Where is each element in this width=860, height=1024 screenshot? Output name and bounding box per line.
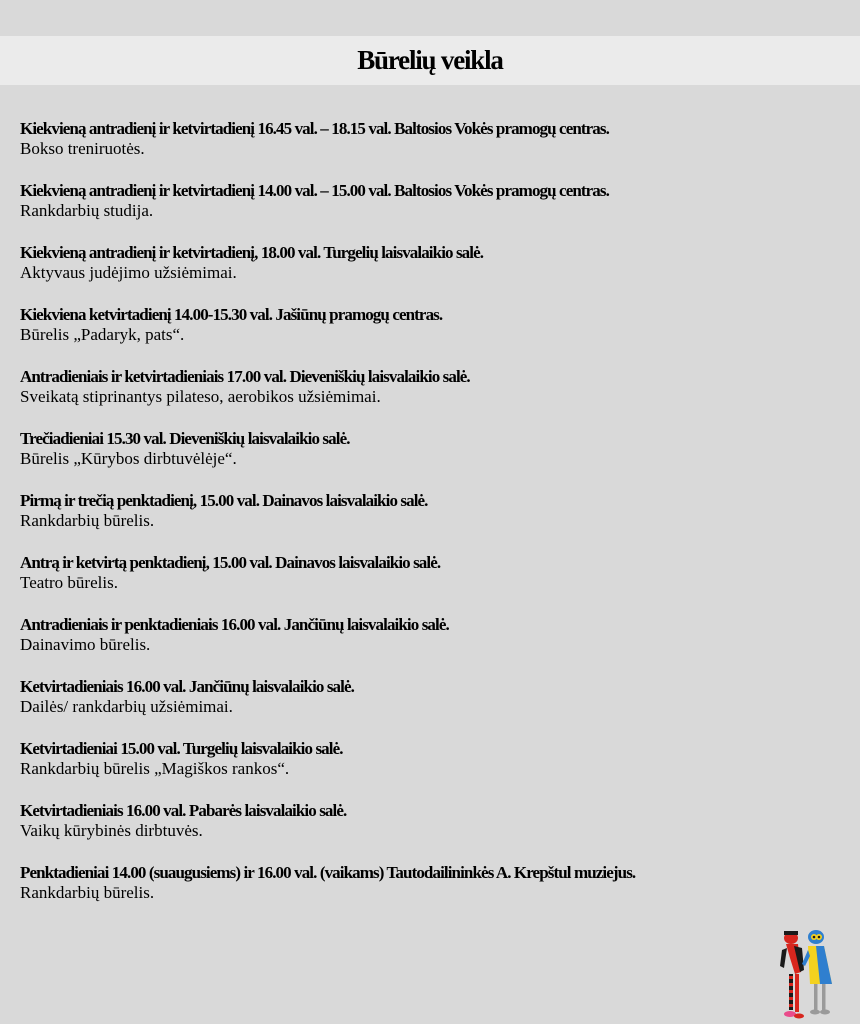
title-bar xyxy=(0,36,860,85)
activity-item xyxy=(20,367,850,429)
activity-schedule: Penktadieniai 14.00 (suaugusiems) ir 16.00 val. (vaikams) Tautodailininkės A. Krepštul muziejus. xyxy=(20,863,636,882)
activity-schedule: Antradieniais ir penktadieniais 16.00 val. Jančiūnų laisvalaikio salė. xyxy=(20,615,449,634)
activity-item xyxy=(20,429,850,491)
activity-item xyxy=(20,615,850,677)
activity-item xyxy=(20,863,850,925)
activity-schedule: Kiekviena ketvirtadienį 14.00-15.30 val. Jašiūnų pramogų centras. xyxy=(20,305,443,324)
activity-schedule: Kiekvieną antradienį ir ketvirtadienį 14.00 val. – 15.00 val. Baltosios Vokės pramogų centras. xyxy=(20,181,609,200)
activity-item xyxy=(20,801,850,863)
activity-schedule: Ketvirtadieniais 16.00 val. Pabarės laisvalaikio salė. xyxy=(20,801,347,820)
activity-item xyxy=(20,491,850,553)
activity-description: Rankdarbių studija. xyxy=(20,201,154,220)
activity-schedule: Pirmą ir trečią penktadienį, 15.00 val. Dainavos laisvalaikio salė. xyxy=(20,491,428,510)
activity-description: Vaikų kūrybinės dirbtuvės. xyxy=(20,821,203,840)
activity-item xyxy=(20,243,850,305)
activity-item xyxy=(20,739,850,801)
activity-list xyxy=(20,119,850,925)
activity-item xyxy=(20,305,850,367)
activity-description: Dailės/ rankdarbių užsiėmimai. xyxy=(20,697,233,716)
activity-description: Aktyvaus judėjimo užsiėmimai. xyxy=(20,263,237,282)
activity-item xyxy=(20,119,850,181)
activity-schedule: Kiekvieną antradienį ir ketvirtadienį 16.45 val. – 18.15 val. Baltosios Vokės pramogų centras. xyxy=(20,119,609,138)
activity-item xyxy=(20,181,850,243)
activity-description: Bokso treniruotės. xyxy=(20,139,145,158)
activity-schedule: Trečiadieniai 15.30 val. Dieveniškių laisvalaikio salė. xyxy=(20,429,350,448)
activity-description: Sveikatą stiprinantys pilateso, aerobikos užsiėmimai. xyxy=(20,387,381,406)
activity-description: Rankdarbių būrelis. xyxy=(20,511,155,530)
activity-item xyxy=(20,677,850,739)
activity-schedule: Ketvirtadieniais 16.00 val. Jančiūnų laisvalaikio salė. xyxy=(20,677,354,696)
activity-description: Dainavimo būrelis. xyxy=(20,635,151,654)
page-title: Būrelių veikla xyxy=(357,45,503,75)
activity-schedule: Antrą ir ketvirtą penktadienį, 15.00 val. Dainavos laisvalaikio salė. xyxy=(20,553,441,572)
activity-schedule: Ketvirtadieniai 15.00 val. Turgelių laisvalaikio salė. xyxy=(20,739,343,758)
activity-schedule: Antradieniais ir ketvirtadieniais 17.00 val. Dieveniškių laisvalaikio salė. xyxy=(20,367,470,386)
activity-description: Būrelis „Kūrybos dirbtuvėlėje“. xyxy=(20,449,237,468)
activity-description: Rankdarbių būrelis. xyxy=(20,883,155,902)
activity-description: Teatro būrelis. xyxy=(20,573,118,592)
dancing-figures-logo-icon xyxy=(774,928,838,1020)
activity-description: Rankdarbių būrelis „Magiškos rankos“. xyxy=(20,759,290,778)
activity-schedule: Kiekvieną antradienį ir ketvirtadienį, 18.00 val. Turgelių laisvalaikio salė. xyxy=(20,243,484,262)
activity-description: Būrelis „Padaryk, pats“. xyxy=(20,325,185,344)
activity-item xyxy=(20,553,850,615)
